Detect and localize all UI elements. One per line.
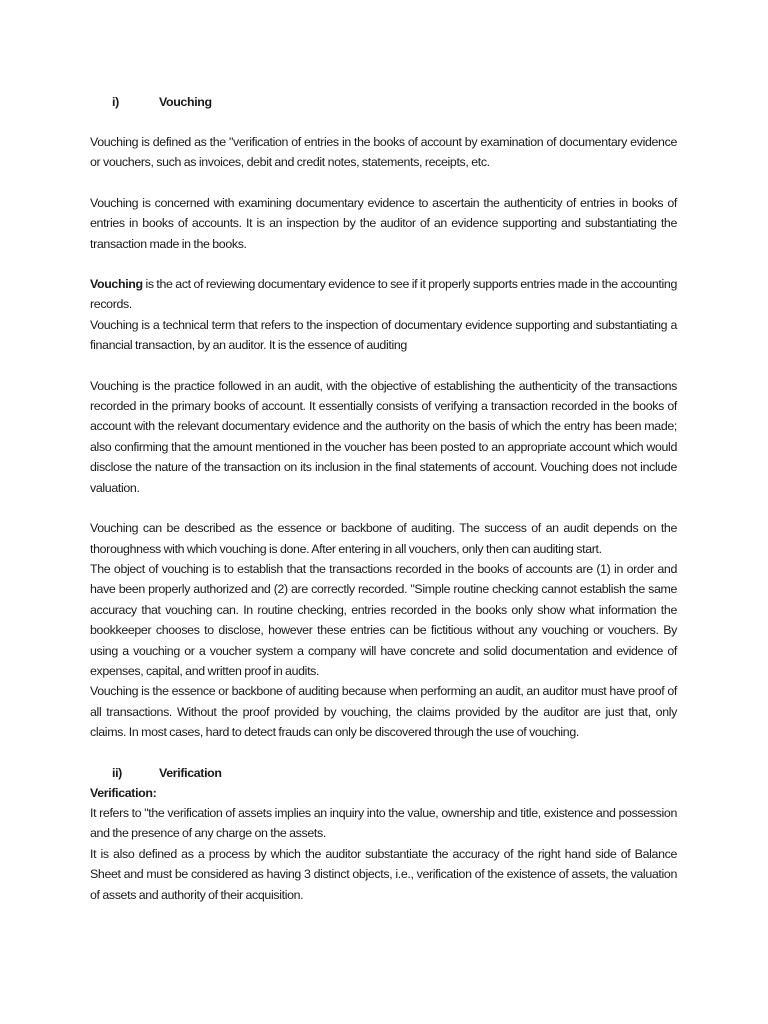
section-title: Vouching	[159, 95, 212, 109]
paragraph-vouching-definition: Vouching is defined as the "verification of entries in the books of account by examination of documentary evidence or vouchers, such as invoices, debit and credit notes, statements, receipts, etc.	[90, 135, 677, 170]
document-page	[90, 92, 677, 905]
section-number: i)	[112, 95, 119, 109]
section-heading-verification	[90, 763, 677, 783]
section-number: ii)	[112, 765, 122, 780]
paragraph-text: is the act of reviewing documentary evidence to see if it properly supports entries made in the accounting records.	[90, 277, 677, 312]
paragraph-vouching-act	[90, 274, 677, 315]
bold-term: Vouching	[90, 277, 143, 292]
paragraph-vouching-practice: Vouching is the practice followed in an audit, with the objective of establishing the authenticity of the transactions recorded in the primary books of account. It essentially consists of verifying a transaction recorded in the books of account with the relevant documentary evidence and the authority on the basis of which the entry has been made; also confirming that the amount mentioned in the voucher has been posted to an appropriate account which would disclose the nature of the transaction on its inclusion in the final statements of account. Vouching does not include valuation.	[90, 378, 677, 495]
paragraph-vouching-object: The object of vouching is to establish that the transactions recorded in the books of accounts are (1) in order and have been properly authorized and (2) are correctly recorded. "Simple routine checking cannot establish the same accuracy that vouching can. In routine checking, entries recorded in the books only show what information the bookkeeper chooses to disclose, however these entries can be fictitious without any vouching or vouchers. By using a vouching or a voucher system a company will have concrete and solid documentation and evidence of expenses, capital, and written proof in audits.	[90, 561, 677, 678]
verification-subtitle: Verification:	[90, 785, 157, 800]
paragraph-vouching-backbone: Vouching is the essence or backbone of auditing because when performing an audit, an auditor must have proof of all transactions. Without the proof provided by vouching, the claims provided by the auditor are just that, only claims. In most cases, hard to detect frauds can only be discovered through the use of vouching.	[90, 684, 677, 740]
paragraph-verification-refers: It refers to "the verification of assets implies an inquiry into the value, ownership and title, existence and possession and the presence of any charge on the assets.	[90, 805, 677, 841]
section-title: Verification	[159, 765, 222, 780]
section-heading-vouching	[90, 92, 677, 112]
paragraph-vouching-concern: Vouching is concerned with examining documentary evidence to ascertain the authenticity of entries in books of entries in books of accounts. It is an inspection by the auditor of an evidence supporting and substantiating the transaction made in the books.	[90, 195, 677, 251]
paragraph-verification-defined: It is also defined as a process by which the auditor substantiate the accuracy of the right hand side of Balance Sheet and must be considered as having 3 distinct objects, i.e., verification of the existence of assets, the valuation of assets and authority of their acquisition.	[90, 846, 677, 902]
paragraph-vouching-technical: Vouching is a technical term that refers to the inspection of documentary evidence supporting and substantiating a financial transaction, by an auditor. It is the essence of auditing	[90, 317, 677, 353]
paragraph-vouching-essence: Vouching can be described as the essence or backbone of auditing. The success of an audit depends on the thoroughness with which vouching is done. After entering in all vouchers, only then can auditing start.	[90, 521, 677, 556]
